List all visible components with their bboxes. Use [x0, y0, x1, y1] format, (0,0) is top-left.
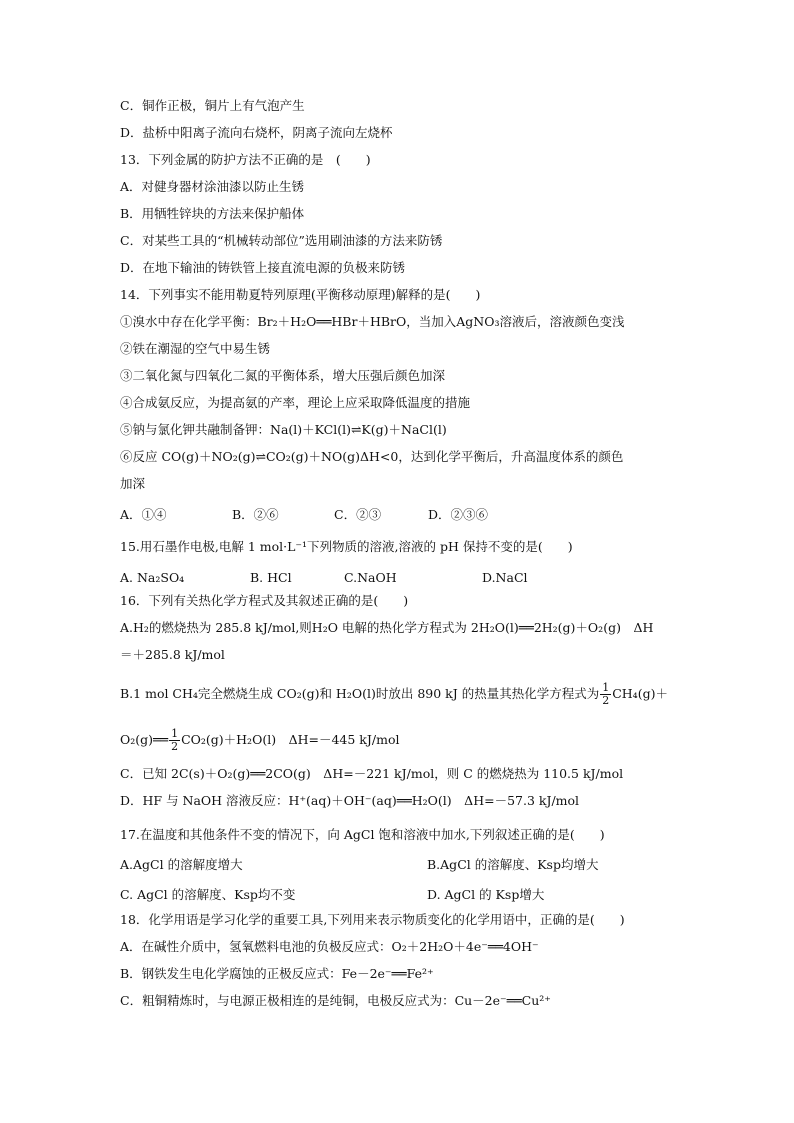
q15-option-d: D.NaCl [482, 570, 528, 585]
q17-option-b: B.AgCl 的溶解度、Ksp均增大 [427, 857, 599, 872]
q17-option-c: C. AgCl 的溶解度、Ksp均不变 [120, 887, 296, 902]
fraction [600, 682, 611, 707]
text-line: 16．下列有关热化学方程式及其叙述正确的是( ) [120, 593, 409, 608]
text-line: 17.在温度和其他条件不变的情况下，向 AgCl 饱和溶液中加水,下列叙述正确的是( ) [120, 827, 605, 842]
q16-b-line2-end: CO₂(g)＋H₂O(l) ΔH=－445 kJ/mol [181, 732, 400, 747]
text-line: 13．下列金属的防护方法不正确的是 ( ) [120, 152, 371, 167]
q15-option-a: A. Na₂SO₄ [120, 570, 185, 585]
text-line: A．在碱性介质中，氢氧燃料电池的负极反应式：O₂＋2H₂O＋4e⁻══4OH⁻ [120, 939, 539, 954]
fraction [169, 728, 180, 753]
text-line: D．盐桥中阳离子流向右烧杯，阴离子流向左烧杯 [120, 125, 393, 140]
q14-option-c: C．②③ [334, 507, 382, 522]
q16-b-line2-start: O₂(g)══ [120, 732, 169, 747]
text-line: ②铁在潮湿的空气中易生锈 [120, 341, 271, 356]
text-line: A．对健身器材涂油漆以防止生锈 [120, 179, 305, 194]
q17-option-d: D. AgCl 的 Ksp增大 [427, 887, 545, 902]
q16-b-text-end: CH₄(g)＋ [612, 686, 668, 701]
text-line: D．在地下输油的铸铁管上接直流电源的负极来防锈 [120, 260, 406, 275]
text-line: ⑤钠与氯化钾共融制备钾：Na(l)＋KCl(l)⇌K(g)＋NaCl(l) [120, 422, 447, 437]
q17-option-a: A.AgCl 的溶解度增大 [120, 857, 243, 872]
text-line: B．钢铁发生电化学腐蚀的正极反应式：Fe－2e⁻══Fe²⁺ [120, 966, 434, 981]
fraction-denominator: 2 [171, 740, 179, 753]
fraction-numerator: 1 [602, 681, 610, 694]
text-line: C．已知 2C(s)＋O₂(g)══2CO(g) ΔH=－221 kJ/mol，则 C 的燃烧热为 110.5 kJ/mol [120, 766, 624, 781]
text-line: C．铜作正极，铜片上有气泡产生 [120, 98, 305, 113]
text-line: C．粗铜精炼时，与电源正极相连的是纯铜，电极反应式为：Cu－2e⁻══Cu²⁺ [120, 993, 551, 1008]
text-line: ＝＋285.8 kJ/mol [120, 647, 225, 662]
text-line: C．对某些工具的“机械转动部位”选用刷油漆的方法来防锈 [120, 233, 443, 248]
q15-option-c: C.NaOH [344, 570, 397, 585]
q16-option-b-line2 [120, 728, 399, 753]
text-line: ①溴水中存在化学平衡：Br₂＋H₂O══HBr＋HBrO，当加入AgNO₃溶液后，溶液颜色变浅 [120, 314, 625, 329]
text-line: D．HF 与 NaOH 溶液反应：H⁺(aq)＋OH⁻(aq)══H₂O(l) ΔH=－57.3 kJ/mol [120, 793, 580, 808]
fraction-numerator: 1 [171, 727, 179, 740]
text-line: 加深 [120, 476, 146, 491]
q16-b-text: B.1 mol CH₄完全燃烧生成 CO₂(g)和 H₂O(l)时放出 890 kJ 的热量其热化学方程式为 [120, 686, 600, 701]
text-line: 15.用石墨作电极,电解 1 mol·L⁻¹下列物质的溶液,溶液的 pH 保持不变的是( ) [120, 539, 573, 554]
q15-option-b: B. HCl [250, 570, 292, 585]
fraction-denominator: 2 [602, 694, 610, 707]
text-line: B．用牺牲锌块的方法来保护船体 [120, 206, 305, 221]
q14-option-d: D．②③⑥ [428, 507, 489, 522]
text-line: A.H₂的燃烧热为 285.8 kJ/mol,则H₂O 电解的热化学方程式为 2H₂O(l)══2H₂(g)＋O₂(g) ΔH [120, 620, 654, 635]
text-line: 18．化学用语是学习化学的重要工具,下列用来表示物质变化的化学用语中，正确的是( ) [120, 912, 625, 927]
q16-option-b-line1 [120, 682, 668, 707]
text-line: ④合成氨反应，为提高氨的产率，理论上应采取降低温度的措施 [120, 395, 471, 410]
text-line: 14．下列事实不能用勒夏特列原理(平衡移动原理)解释的是( ) [120, 287, 481, 302]
text-line: ⑥反应 CO(g)＋NO₂(g)⇌CO₂(g)＋NO(g)ΔH<0，达到化学平衡后，升高温度体系的颜色 [120, 449, 624, 464]
q14-option-a: A．①④ [120, 507, 167, 522]
text-line: ③二氧化氮与四氧化二氮的平衡体系，增大压强后颜色加深 [120, 368, 446, 383]
q14-option-b: B．②⑥ [232, 507, 279, 522]
